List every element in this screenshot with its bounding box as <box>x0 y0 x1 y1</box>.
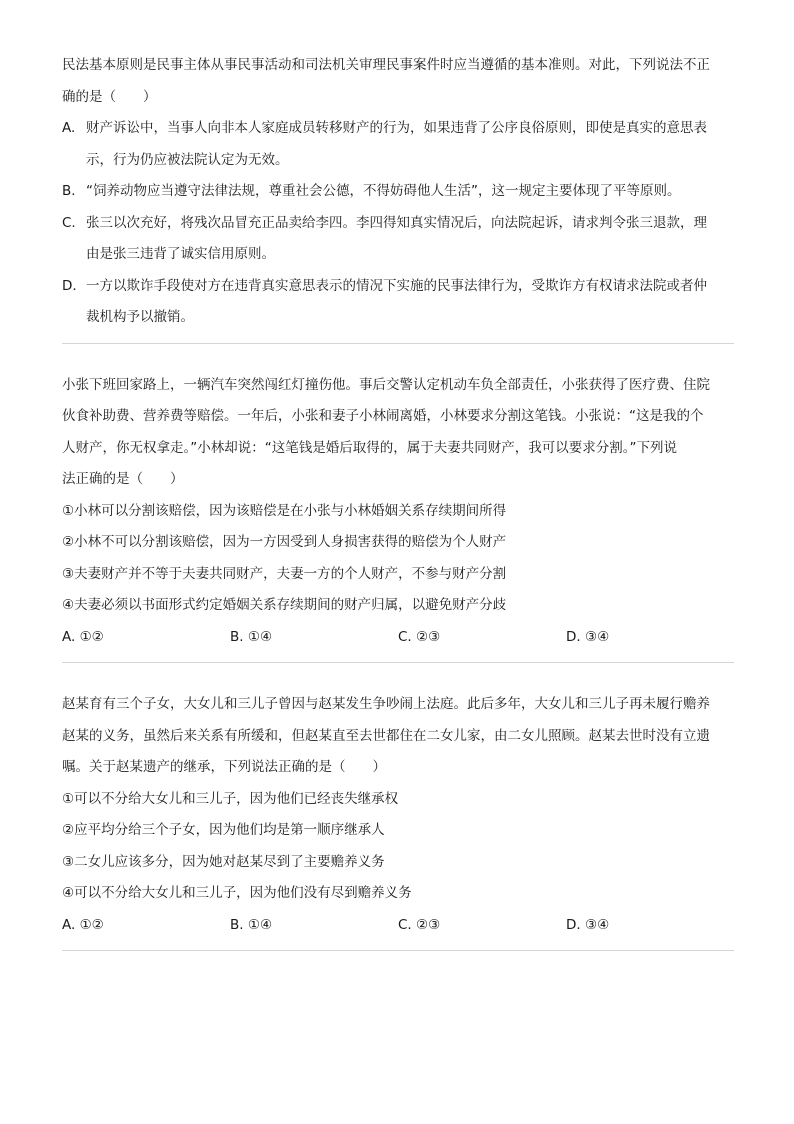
question-1 <box>62 50 734 344</box>
choice-a[interactable]: A. ①② <box>62 916 104 933</box>
question-stem-line: 人财产，你无权拿走。”小林却说：“这笔钱是婚后取得的，属于夫妻共同财产，我可以要求分割。”下列说 <box>62 439 677 456</box>
question-stem-line: 民法基本原则是民事主体从事民事活动和司法机关审理民事案件时应当遵循的基本准则。对此，下列说法不正 <box>62 57 710 73</box>
choice-c[interactable]: C. ②③ <box>398 628 441 645</box>
statement-1: ①可以不分给大女儿和三儿子，因为他们已经丧失继承权 <box>62 790 399 807</box>
question-stem-line: 赵某育有三个子女，大女儿和三儿子曾因与赵某发生争吵闹上法庭。此后多年，大女儿和三儿子再未履行赡养 <box>62 696 710 712</box>
statement-1: ①小林可以分割该赔偿，因为该赔偿是在小张与小林婚姻关系存续期间所得 <box>62 502 507 519</box>
choice-d[interactable]: D. ③④ <box>566 628 610 645</box>
answer-choices <box>62 622 734 654</box>
question-stem-line: 伙食补助费、营养费等赔偿。一年后，小张和妻子小林闹离婚，小林要求分割这笔钱。小张说：“这是我的个 <box>62 408 704 424</box>
question-stem-line: 嘱。关于赵某遗产的继承，下列说法正确的是（ ） <box>62 759 386 775</box>
choice-c[interactable]: C. ②③ <box>398 916 441 933</box>
statement-2: ②应平均分给三个子女，因为他们均是第一顺序继承人 <box>62 822 385 838</box>
option-text: 由是张三违背了诚实信用原则。 <box>86 246 275 262</box>
question-3 <box>62 689 734 951</box>
option-text: 财产诉讼中，当事人向非本人家庭成员转移财产的行为，如果违背了公序良俗原则，即使是真实的意思表 <box>86 120 707 136</box>
choice-b[interactable]: B. ①④ <box>230 628 273 645</box>
option-d[interactable] <box>62 271 734 334</box>
choice-d[interactable]: D. ③④ <box>566 916 610 933</box>
question-stem-line: 法正确的是（ ） <box>62 471 184 487</box>
option-text: 示，行为仍应被法院认定为无效。 <box>86 151 289 168</box>
question-stem-line: 赵某的义务，虽然后来关系有所缓和，但赵某直至去世都住在二女儿家，由二女儿照顾。赵某去世时没有立遗 <box>62 727 710 744</box>
divider <box>62 950 734 951</box>
divider <box>62 662 734 663</box>
statement-4: ④可以不分给大女儿和三儿子，因为他们没有尽到赡养义务 <box>62 885 412 901</box>
option-text: 裁机构予以撤销。 <box>86 309 194 325</box>
divider <box>62 343 734 344</box>
option-text: “饲养动物应当遵守法律法规，尊重社会公德，不得妨碍他人生活”，这一规定主要体现了平等原则。 <box>86 183 681 199</box>
question-stem-line: 小张下班回家路上，一辆汽车突然闯红灯撞伤他。事后交警认定机动车负全部责任，小张获得了医疗费、住院 <box>62 376 710 393</box>
option-label: D. <box>62 277 77 294</box>
option-a[interactable] <box>62 113 734 176</box>
option-c[interactable] <box>62 208 734 271</box>
choice-b[interactable]: B. ①④ <box>230 916 273 933</box>
worksheet <box>62 50 734 951</box>
question-stem-line: 确的是（ ） <box>62 88 157 105</box>
question-2 <box>62 370 734 664</box>
choice-a[interactable]: A. ①② <box>62 628 104 645</box>
option-text: 一方以欺诈手段使对方在违背真实意思表示的情况下实施的民事法律行为，受欺诈方有权请求法院或者仲 <box>86 277 707 294</box>
option-b[interactable] <box>62 176 734 208</box>
statement-3: ③二女儿应该多分，因为她对赵某尽到了主要赡养义务 <box>62 853 385 870</box>
option-label: C. <box>62 214 76 231</box>
answer-choices <box>62 910 734 942</box>
statement-4: ④夫妻必须以书面形式约定婚姻关系存续期间的财产归属，以避免财产分歧 <box>62 597 507 613</box>
option-label: B. <box>62 183 76 199</box>
statement-3: ③夫妻财产并不等于夫妻共同财产，夫妻一方的个人财产，不参与财产分割 <box>62 565 507 582</box>
option-label: A. <box>62 120 76 136</box>
option-text: 张三以次充好，将残次品冒充正品卖给李四。李四得知真实情况后，向法院起诉，请求判令张三退款，理 <box>86 214 707 231</box>
statement-2: ②小林不可以分割该赔偿，因为一方因受到人身损害获得的赔偿为个人财产 <box>62 534 507 550</box>
